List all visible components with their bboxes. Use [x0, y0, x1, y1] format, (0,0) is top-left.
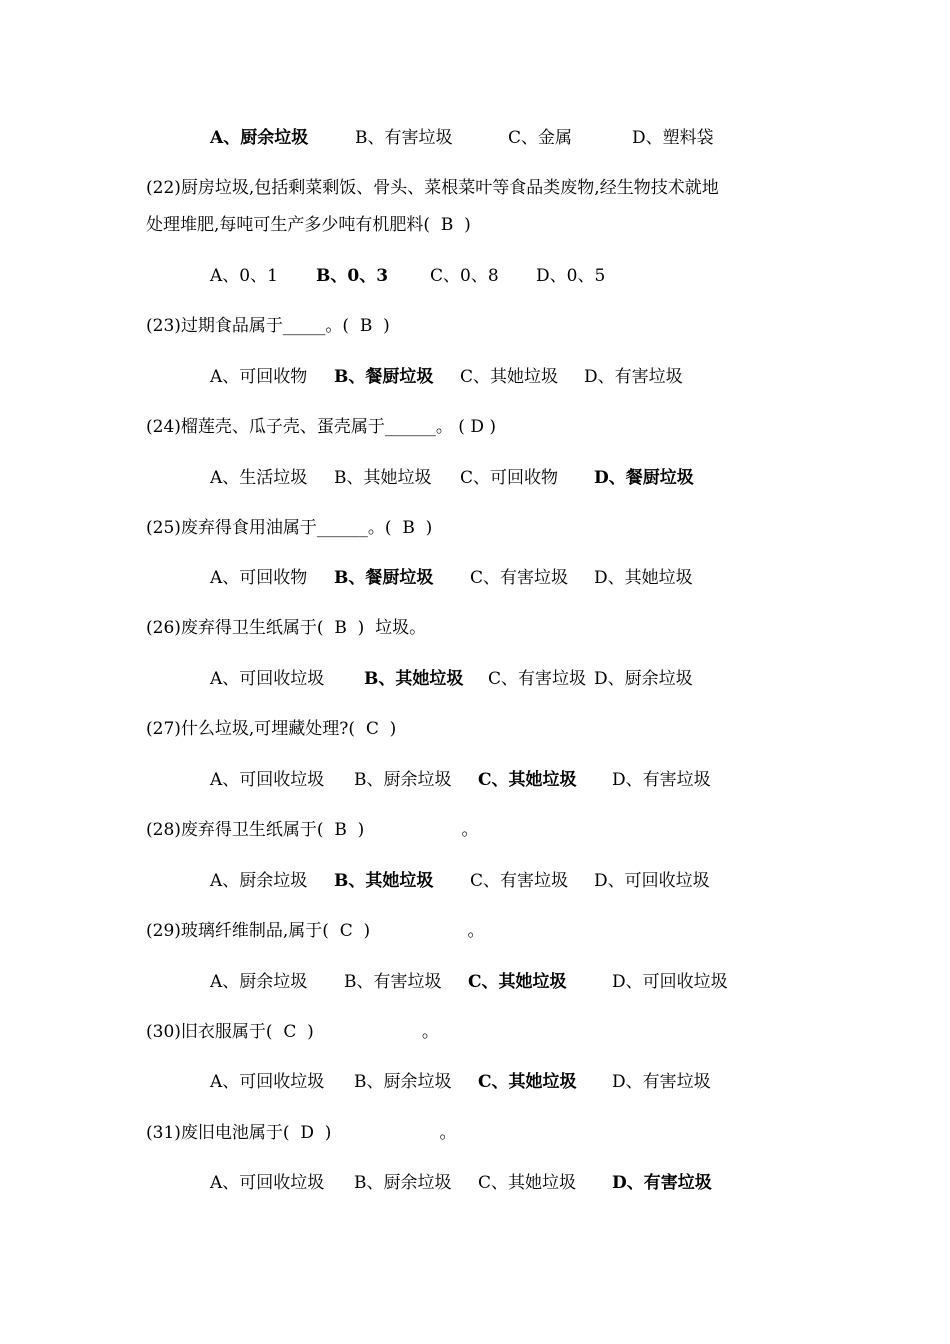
answer-option: C、可回收物 [460, 468, 559, 488]
answer-option: D、其她垃圾 [594, 568, 693, 588]
answer-option: A、厨余垃圾 [210, 972, 308, 992]
answer-option: B、有害垃圾 [355, 128, 453, 148]
question-text: (25)废弃得食用油属于______。( B ) [146, 518, 433, 538]
question-text: (31)废旧电池属于( D ) 。 [146, 1123, 457, 1143]
answer-option-correct: C、其她垃圾 [478, 770, 577, 790]
answer-option: B、厨余垃圾 [354, 1173, 452, 1193]
answer-option: A、可回收垃圾 [210, 1072, 325, 1092]
answer-option-correct: D、餐厨垃圾 [594, 468, 694, 488]
answer-option: A、可回收垃圾 [210, 669, 325, 689]
answer-option: C、有害垃圾 [488, 669, 587, 689]
answer-option-correct: C、其她垃圾 [478, 1072, 577, 1092]
question-text: (24)榴莲壳、瓜子壳、蛋壳属于______。 ( D ) [146, 417, 497, 437]
answer-option: B、其她垃圾 [334, 468, 432, 488]
answer-option: D、厨余垃圾 [594, 669, 693, 689]
answer-option-correct: D、有害垃圾 [612, 1173, 712, 1193]
answer-option-correct: B、0、3 [316, 266, 389, 286]
answer-option: C、其她垃圾 [460, 367, 559, 387]
question-text: (27)什么垃圾,可埋藏处理?( C ) [146, 719, 397, 739]
question-text: (26)废弃得卫生纸属于( B ) 垃圾。 [146, 618, 427, 638]
answer-option: D、0、5 [536, 266, 606, 286]
answer-option: D、有害垃圾 [612, 770, 711, 790]
answer-option: A、可回收物 [210, 568, 308, 588]
answer-option: B、厨余垃圾 [354, 1072, 452, 1092]
answer-option: C、有害垃圾 [470, 871, 569, 891]
answer-option: D、可回收垃圾 [594, 871, 710, 891]
answer-option: C、有害垃圾 [470, 568, 569, 588]
answer-option: D、塑料袋 [632, 128, 714, 148]
answer-option: C、0、8 [430, 266, 499, 286]
answer-option: C、金属 [508, 128, 573, 148]
answer-option: A、厨余垃圾 [210, 871, 308, 891]
question-text: (30)旧衣服属于( C ) 。 [146, 1022, 439, 1042]
answer-option: B、有害垃圾 [344, 972, 442, 992]
question-text: 处理堆肥,每吨可生产多少吨有机肥料( B ) [146, 215, 471, 235]
question-text: (28)废弃得卫生纸属于( B ) 。 [146, 820, 479, 840]
answer-option: A、可回收垃圾 [210, 770, 325, 790]
question-text: (29)玻璃纤维制品,属于( C ) 。 [146, 921, 485, 941]
question-text: (23)过期食品属于_____。( B ) [146, 316, 390, 336]
answer-option: B、厨余垃圾 [354, 770, 452, 790]
answer-option-correct: B、餐厨垃圾 [334, 568, 434, 588]
answer-option: A、0、1 [210, 266, 278, 286]
answer-option: A、生活垃圾 [210, 468, 308, 488]
answer-option-correct: B、餐厨垃圾 [334, 367, 434, 387]
answer-option: D、可回收垃圾 [612, 972, 728, 992]
answer-option-correct: B、其她垃圾 [334, 871, 434, 891]
answer-option-correct: B、其她垃圾 [364, 669, 464, 689]
answer-option: C、其她垃圾 [478, 1173, 577, 1193]
answer-option: D、有害垃圾 [584, 367, 683, 387]
question-text: (22)厨房垃圾,包括剩菜剩饭、骨头、菜根菜叶等食品类废物,经生物技术就地 [146, 178, 719, 198]
answer-option: D、有害垃圾 [612, 1072, 711, 1092]
answer-option: A、可回收物 [210, 367, 308, 387]
answer-option-correct: A、厨余垃圾 [210, 128, 309, 148]
answer-option-correct: C、其她垃圾 [468, 972, 567, 992]
answer-option: A、可回收垃圾 [210, 1173, 325, 1193]
